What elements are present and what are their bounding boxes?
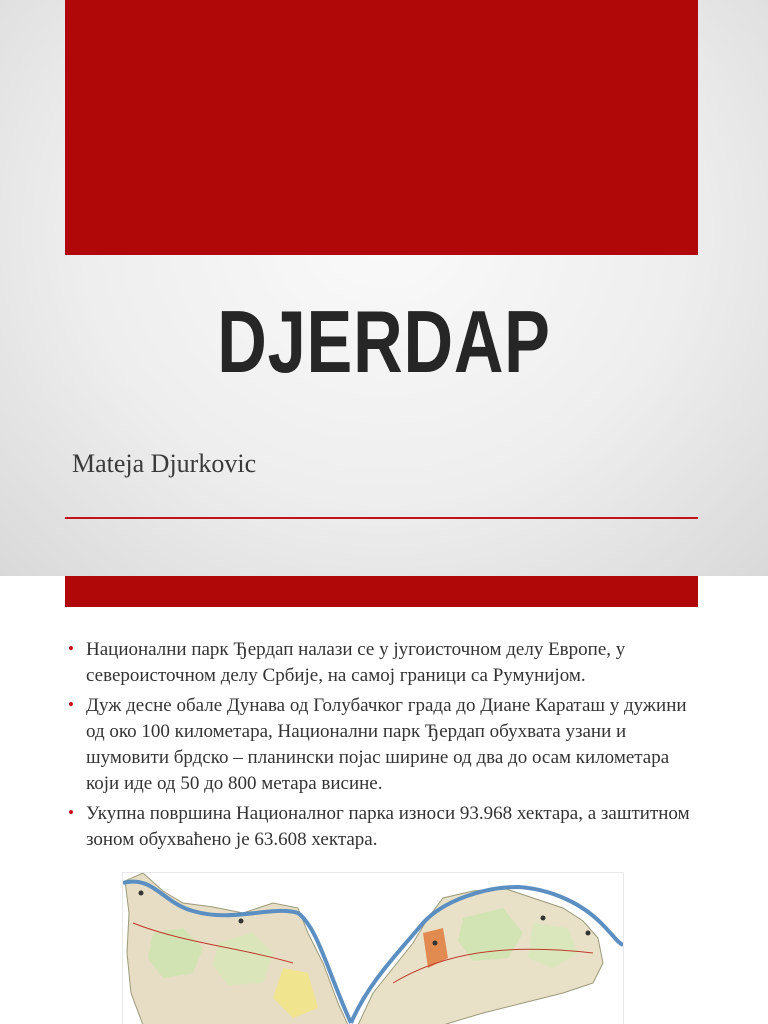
content-slide-red-banner — [65, 576, 698, 607]
slide-title: DJERDAP — [217, 292, 551, 391]
bullet-list — [66, 637, 706, 857]
title-slide-red-banner — [65, 0, 698, 255]
bullet-item — [66, 637, 706, 689]
bullet-dot-icon: • — [68, 639, 74, 658]
national-park-map-image — [122, 872, 624, 1024]
map-illustration — [123, 873, 623, 1024]
bullet-text: Национални парк Ђердап налази се у југоисточном делу Европе, у североисточном делу Србије, на самој граници са Румунијом. — [86, 639, 626, 686]
bullet-text: Укупна површина Националног парка износи 93.968 хектара, а заштитном зоном обухваћено је 63.608 хектара. — [86, 803, 690, 850]
title-divider-line — [65, 517, 698, 519]
slide-author: Mateja Djurkovic — [72, 449, 257, 478]
bullet-item — [66, 801, 706, 853]
bullet-dot-icon: • — [68, 803, 74, 822]
bullet-text: Дуж десне обале Дунава од Голубачког града до Диане Караташ у дужини од око 100 километара, Национални парк Ђердап обухвата узани и шумовити брдско – планински појас ширине од два до осам километара који иде од 50 до 800 метара висине. — [86, 695, 687, 794]
content-slide — [0, 576, 768, 1024]
bullet-dot-icon: • — [68, 695, 74, 714]
bullet-item — [66, 693, 706, 797]
